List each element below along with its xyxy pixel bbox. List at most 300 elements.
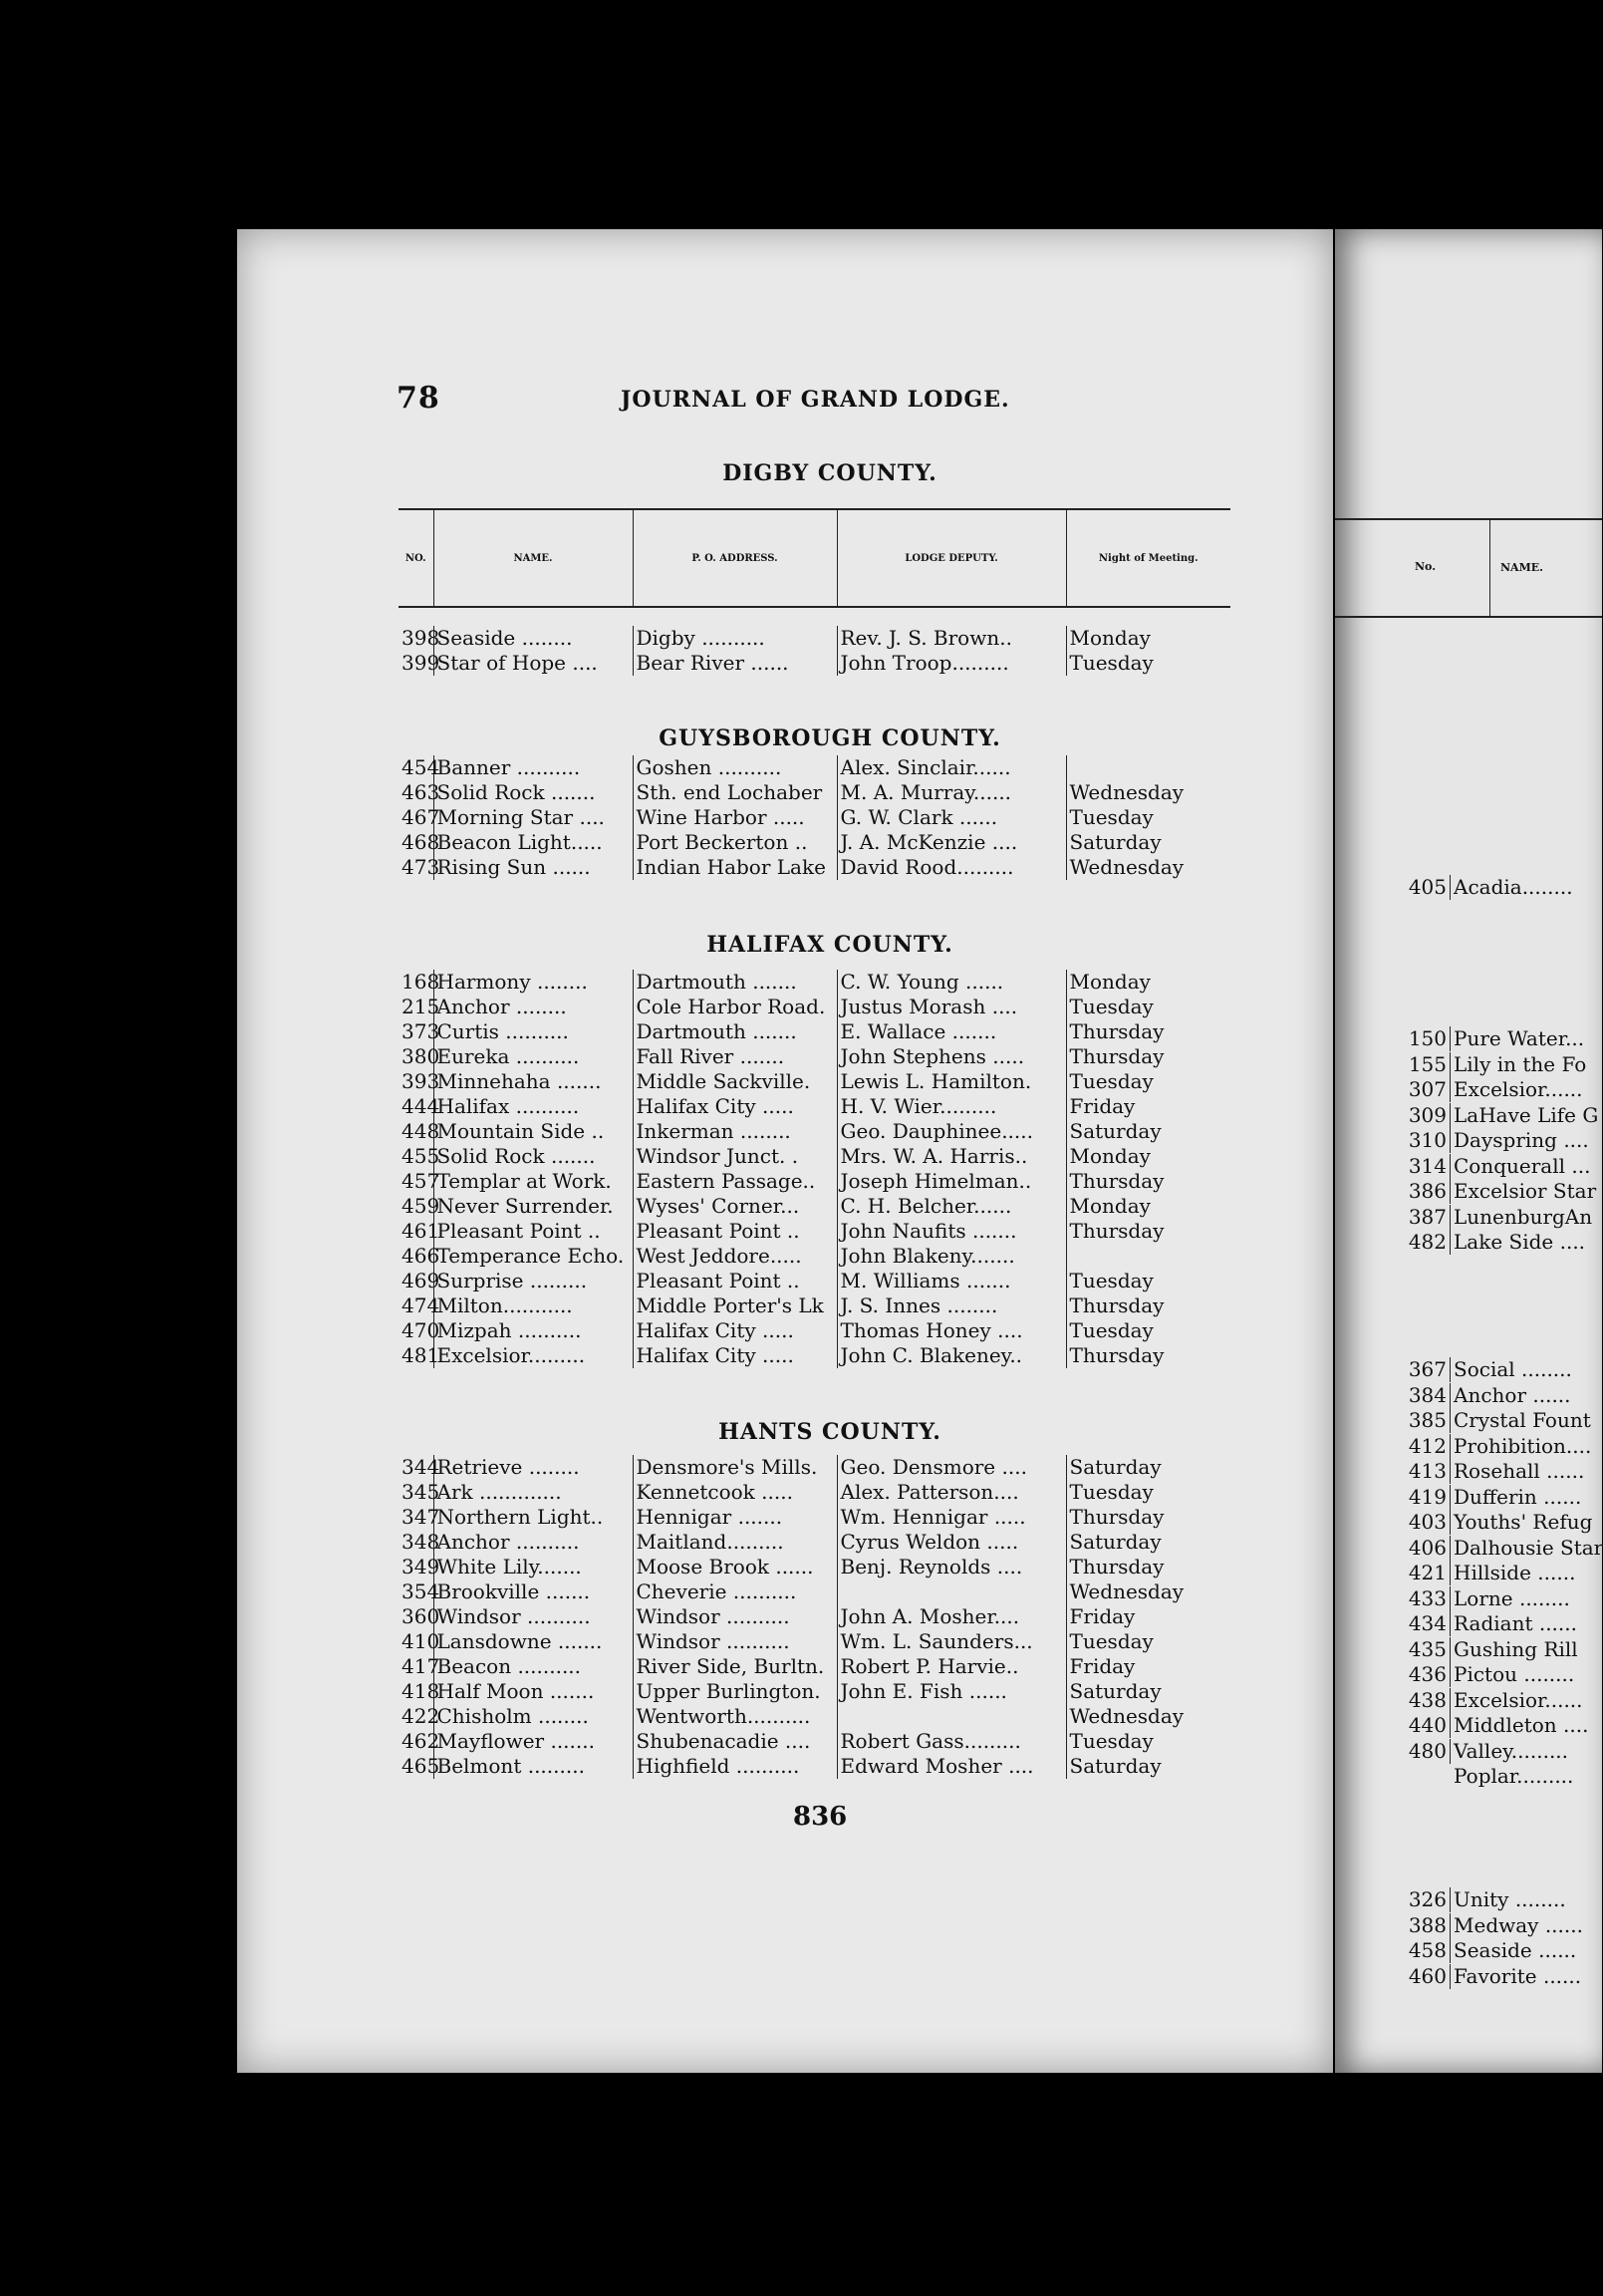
table-row — [399, 805, 1230, 830]
lodge-name: Milton........... — [433, 1293, 633, 1318]
lodge-number: 465 — [401, 1754, 440, 1778]
lodge-number: 455 — [401, 1144, 440, 1168]
lodge-deputy: J. S. Innes ........ — [837, 1293, 1066, 1318]
lodge-name: Ark ............. — [433, 1480, 633, 1505]
table-row — [399, 1169, 1230, 1194]
table-row — [399, 1530, 1230, 1555]
lodge-number: 460 — [1335, 1964, 1451, 1989]
lodge-number: 380 — [401, 1044, 440, 1068]
lodge-number: 349 — [401, 1555, 440, 1578]
table-row — [399, 1119, 1230, 1144]
lodge-number: 393 — [401, 1069, 440, 1093]
table-row — [399, 1269, 1230, 1293]
lodge-number: 436 — [1335, 1662, 1451, 1687]
lodge-deputy: Joseph Himelman.. — [837, 1169, 1066, 1194]
lodge-number: 387 — [1335, 1205, 1451, 1230]
left-page — [237, 229, 1333, 2073]
section-title-guysborough: GUYSBOROUGH COUNTY. — [659, 725, 1001, 751]
lodge-name: Valley......... — [1454, 1738, 1569, 1763]
lodge-name: Harmony ........ — [433, 970, 633, 995]
lodge-name: LunenburgAn — [1454, 1204, 1593, 1229]
lodge-name: Eureka .......... — [433, 1044, 633, 1069]
lodge-deputy — [837, 1704, 1066, 1729]
table-row — [399, 1579, 1230, 1604]
lodge-number: 463 — [401, 780, 440, 804]
right-list-item — [1335, 1434, 1591, 1459]
lodge-deputy: John Naufits ....... — [837, 1219, 1066, 1244]
table-row — [399, 1629, 1230, 1654]
po-address: Port Beckerton .. — [633, 830, 837, 855]
lodge-number: 468 — [401, 830, 440, 854]
table-row — [399, 1318, 1230, 1343]
right-list-item — [1335, 1913, 1583, 1938]
lodge-deputy: C. H. Belcher...... — [837, 1194, 1066, 1219]
po-address: Densmore's Mills. — [633, 1455, 837, 1480]
table-row — [399, 1044, 1230, 1069]
table-row — [399, 1704, 1230, 1729]
lodge-deputy: Alex. Sinclair...... — [837, 755, 1066, 780]
meeting-night: Wednesday — [1066, 1704, 1230, 1729]
po-address: Moose Brook ...... — [633, 1555, 837, 1579]
lodge-name: Lansdowne ....... — [433, 1629, 633, 1654]
po-address: Indian Habor Lake — [633, 855, 837, 880]
lodge-number: 448 — [401, 1119, 440, 1143]
lodge-name: Lake Side .... — [1454, 1230, 1586, 1254]
lodge-number: 470 — [401, 1318, 440, 1342]
lodge-name: Morning Star .... — [433, 805, 633, 830]
table-row — [399, 1654, 1230, 1679]
po-address: Wine Harbor ..... — [633, 805, 837, 830]
lodge-name: White Lily....... — [433, 1555, 633, 1579]
po-address: Windsor .......... — [633, 1604, 837, 1629]
right-list-item — [1335, 1713, 1588, 1738]
lodge-number: 481 — [401, 1343, 440, 1367]
lodge-deputy: Geo. Dauphinee..... — [837, 1119, 1066, 1144]
lodge-number: 386 — [1335, 1179, 1451, 1204]
lodge-name: Unity ........ — [1454, 1887, 1566, 1911]
po-address: Halifax City ..... — [633, 1094, 837, 1119]
table-body-halifax — [399, 970, 1230, 1368]
lodge-deputy: John Stephens ..... — [837, 1044, 1066, 1069]
meeting-night: Saturday — [1066, 1455, 1230, 1480]
lodge-number: 388 — [1335, 1913, 1451, 1938]
lodge-deputy: John E. Fish ...... — [837, 1679, 1066, 1704]
lodge-deputy: Cyrus Weldon ..... — [837, 1530, 1066, 1555]
running-title: JOURNAL OF GRAND LODGE. — [621, 387, 1010, 413]
po-address: Highfield .......... — [633, 1754, 837, 1779]
meeting-night — [1066, 755, 1230, 780]
table-row — [399, 1480, 1230, 1505]
lodge-number: 307 — [1335, 1077, 1451, 1102]
meeting-night: Saturday — [1066, 1530, 1230, 1555]
lodge-name: Conquerall ... — [1454, 1153, 1591, 1178]
lodge-number: 433 — [1335, 1586, 1451, 1611]
po-address: Wyses' Corner... — [633, 1194, 837, 1219]
right-list-item — [1335, 1154, 1590, 1179]
meeting-night: Monday — [1066, 1144, 1230, 1169]
lodge-number: 459 — [401, 1194, 440, 1218]
lodge-name: LaHave Life G — [1454, 1102, 1599, 1127]
lodge-number: 405 — [1335, 875, 1451, 900]
lodge-name: Rising Sun ...... — [433, 855, 633, 880]
po-address: Windsor .......... — [633, 1629, 837, 1654]
meeting-night: Thursday — [1066, 1505, 1230, 1530]
lodge-deputy: M. Williams ....... — [837, 1269, 1066, 1293]
right-list-item — [1335, 1230, 1585, 1255]
meeting-night — [1066, 1244, 1230, 1269]
lodge-number: 421 — [1335, 1561, 1451, 1585]
lodge-number: 309 — [1335, 1103, 1451, 1128]
right-list-item — [1335, 1510, 1592, 1535]
lodge-number: 384 — [1335, 1383, 1451, 1408]
po-address: Wentworth.......... — [633, 1704, 837, 1729]
po-address: River Side, Burltn. — [633, 1654, 837, 1679]
po-address: Middle Sackville. — [633, 1069, 837, 1094]
lodge-name: Chisholm ........ — [433, 1704, 633, 1729]
right-col-header-no: No. — [1415, 560, 1437, 573]
po-address: Middle Porter's Lk — [633, 1293, 837, 1318]
lodge-number: 458 — [1335, 1938, 1451, 1963]
meeting-night: Friday — [1066, 1654, 1230, 1679]
meeting-night: Wednesday — [1066, 1579, 1230, 1604]
lodge-number: 314 — [1335, 1154, 1451, 1179]
lodge-name: Brookville ....... — [433, 1579, 633, 1604]
table-row — [399, 995, 1230, 1019]
meeting-night: Thursday — [1066, 1019, 1230, 1044]
po-address: Hennigar ....... — [633, 1505, 837, 1530]
table-row — [399, 830, 1230, 855]
lodge-number: 367 — [1335, 1357, 1451, 1382]
lodge-number: 480 — [1335, 1739, 1451, 1764]
lodge-deputy: E. Wallace ....... — [837, 1019, 1066, 1044]
right-list-item — [1335, 1764, 1573, 1789]
lodge-name: Half Moon ....... — [433, 1679, 633, 1704]
meeting-night: Thursday — [1066, 1219, 1230, 1244]
table-row — [399, 1019, 1230, 1044]
lodge-number: 435 — [1335, 1637, 1451, 1662]
lodge-name: Favorite ...... — [1454, 1963, 1582, 1988]
right-list-item — [1335, 1205, 1592, 1230]
lodge-name: Beacon .......... — [433, 1654, 633, 1679]
meeting-night: Thursday — [1066, 1343, 1230, 1368]
lodge-name: Solid Rock ....... — [433, 1144, 633, 1169]
right-list-item — [1335, 1662, 1574, 1687]
table-row — [399, 1293, 1230, 1318]
po-address: Pleasant Point .. — [633, 1269, 837, 1293]
po-address: Maitland......... — [633, 1530, 837, 1555]
lodge-name: Mizpah .......... — [433, 1318, 633, 1343]
lodge-deputy: J. A. McKenzie .... — [837, 830, 1066, 855]
lodge-name: Anchor ...... — [1454, 1382, 1571, 1407]
po-address: Pleasant Point .. — [633, 1219, 837, 1244]
table-body-guysborough — [399, 755, 1230, 880]
lodge-name: Northern Light.. — [433, 1505, 633, 1530]
meeting-night: Thursday — [1066, 1555, 1230, 1579]
section-title-halifax: HALIFAX COUNTY. — [706, 932, 953, 958]
po-address: West Jeddore..... — [633, 1244, 837, 1269]
lodge-name: Halifax .......... — [433, 1094, 633, 1119]
right-list-item — [1335, 1586, 1570, 1611]
lodge-number: 422 — [401, 1704, 440, 1728]
lodge-number: 417 — [401, 1654, 440, 1678]
lodge-name: Mayflower ....... — [433, 1729, 633, 1754]
right-list-item — [1335, 1536, 1603, 1561]
table-row — [399, 1729, 1230, 1754]
right-col-header-name: NAME. — [1489, 520, 1543, 616]
right-list-item — [1335, 1688, 1583, 1713]
table-row — [399, 1604, 1230, 1629]
lodge-number: 406 — [1335, 1536, 1451, 1561]
lodge-number: 168 — [401, 970, 440, 994]
col-header-night: Night of Meeting. — [1066, 509, 1230, 607]
table-row — [399, 755, 1230, 780]
meeting-night: Thursday — [1066, 1044, 1230, 1069]
po-address: Kennetcook ..... — [633, 1480, 837, 1505]
table-row — [399, 1455, 1230, 1480]
meeting-night: Thursday — [1066, 1293, 1230, 1318]
table-body-hants — [399, 1455, 1230, 1779]
lodge-name: Middleton .... — [1454, 1713, 1589, 1737]
lodge-number: 348 — [401, 1530, 440, 1554]
lodge-deputy: Wm. L. Saunders... — [837, 1629, 1066, 1654]
lodge-name: Crystal Fount — [1454, 1408, 1591, 1432]
lodge-number: 150 — [1335, 1026, 1451, 1051]
po-address: Goshen .......... — [633, 755, 837, 780]
lodge-number: 360 — [401, 1604, 440, 1628]
lodge-deputy: Justus Morash .... — [837, 995, 1066, 1019]
meeting-night: Monday — [1066, 626, 1230, 651]
meeting-night: Monday — [1066, 970, 1230, 995]
lodge-name: Dalhousie Star — [1454, 1535, 1603, 1560]
lodge-deputy: Lewis L. Hamilton. — [837, 1069, 1066, 1094]
meeting-night: Tuesday — [1066, 995, 1230, 1019]
lodge-deputy: M. A. Murray...... — [837, 780, 1066, 805]
lodge-deputy: G. W. Clark ...... — [837, 805, 1066, 830]
lodge-name: Banner .......... — [433, 755, 633, 780]
lodge-name: Never Surrender. — [433, 1194, 633, 1219]
lodge-name: Star of Hope .... — [433, 651, 633, 676]
right-list-item — [1335, 1964, 1581, 1989]
lodge-name: Belmont ......... — [433, 1754, 633, 1779]
right-list-item — [1335, 1611, 1577, 1636]
lodge-name: Solid Rock ....... — [433, 780, 633, 805]
table-row — [399, 651, 1230, 676]
lodge-number: 403 — [1335, 1510, 1451, 1535]
po-address: Digby .......... — [633, 626, 837, 651]
table-header — [399, 509, 1230, 607]
meeting-night: Wednesday — [1066, 855, 1230, 880]
lodge-name: Pleasant Point .. — [433, 1219, 633, 1244]
table-row — [399, 1194, 1230, 1219]
lodge-name: Excelsior...... — [1454, 1077, 1583, 1101]
lodge-deputy: Benj. Reynolds .... — [837, 1555, 1066, 1579]
meeting-night: Saturday — [1066, 1679, 1230, 1704]
col-header-address: P. O. ADDRESS. — [633, 509, 837, 607]
lodge-number: 457 — [401, 1169, 440, 1193]
po-address: Upper Burlington. — [633, 1679, 837, 1704]
lodge-name: Temperance Echo. — [433, 1244, 633, 1269]
lodge-number: 467 — [401, 805, 440, 829]
lodge-deputy: John C. Blakeney.. — [837, 1343, 1066, 1368]
right-list-item — [1335, 1179, 1596, 1204]
lodge-name: Beacon Light..... — [433, 830, 633, 855]
lodge-deputy: Rev. J. S. Brown.. — [837, 626, 1066, 651]
lodge-number: 412 — [1335, 1434, 1451, 1459]
lodge-name: Anchor ........ — [433, 995, 633, 1019]
lodge-number: 469 — [401, 1269, 440, 1292]
table-row — [399, 855, 1230, 880]
lodge-deputy — [837, 1579, 1066, 1604]
right-list-item — [1335, 1485, 1581, 1510]
lodge-name: Pictou ........ — [1454, 1662, 1575, 1686]
lodge-name: Excelsior Star — [1454, 1179, 1597, 1203]
col-header-name: NAME. — [433, 509, 633, 607]
lodge-name: Dayspring .... — [1454, 1128, 1589, 1152]
po-address: Bear River ...... — [633, 651, 837, 676]
lodge-name: Acadia........ — [1454, 875, 1573, 899]
lodge-deputy: C. W. Young ...... — [837, 970, 1066, 995]
lodge-deputy: John Blakeny....... — [837, 1244, 1066, 1269]
meeting-night: Monday — [1066, 1194, 1230, 1219]
lodge-deputy: John Troop......... — [837, 651, 1066, 676]
lodge-name: Surprise ......... — [433, 1269, 633, 1293]
po-address: Dartmouth ....... — [633, 1019, 837, 1044]
meeting-night: Thursday — [1066, 1169, 1230, 1194]
lodge-name: Social ........ — [1454, 1357, 1572, 1381]
lodge-deputy: Robert Gass......... — [837, 1729, 1066, 1754]
right-list-item — [1335, 1637, 1578, 1662]
lodge-number: 461 — [401, 1219, 440, 1243]
lodge-number: 440 — [1335, 1713, 1451, 1738]
lodge-name: Lorne ........ — [1454, 1585, 1570, 1610]
lodge-number: 310 — [1335, 1128, 1451, 1153]
right-list-item — [1335, 1938, 1576, 1963]
lodge-deputy: David Rood......... — [837, 855, 1066, 880]
table-row — [399, 1144, 1230, 1169]
right-list-item — [1335, 1026, 1584, 1051]
lodge-number: 466 — [401, 1244, 440, 1268]
lodge-name: Excelsior...... — [1454, 1687, 1583, 1712]
lodge-name: Anchor .......... — [433, 1530, 633, 1555]
po-address: Halifax City ..... — [633, 1318, 837, 1343]
po-address: Inkerman ........ — [633, 1119, 837, 1144]
lodge-number: 482 — [1335, 1230, 1451, 1255]
lodge-name: Excelsior......... — [433, 1343, 633, 1368]
right-list-item — [1335, 1077, 1583, 1102]
col-header-no: NO. — [404, 552, 426, 564]
right-list-item — [1335, 1103, 1598, 1128]
lodge-name: Mountain Side .. — [433, 1119, 633, 1144]
po-address: Sth. end Lochaber — [633, 780, 837, 805]
right-table-header — [1335, 518, 1602, 618]
po-address: Windsor Junct. . — [633, 1144, 837, 1169]
folio-number: 836 — [793, 1802, 848, 1832]
meeting-night: Tuesday — [1066, 1269, 1230, 1293]
lodge-number: 345 — [401, 1480, 440, 1504]
right-list-item — [1335, 1561, 1575, 1585]
lodge-number: 398 — [401, 626, 440, 650]
lodge-deputy: Geo. Densmore .... — [837, 1455, 1066, 1480]
lodge-deputy: Mrs. W. A. Harris.. — [837, 1144, 1066, 1169]
lodge-name: Prohibition.... — [1454, 1433, 1592, 1458]
lodge-name: Seaside ........ — [433, 626, 633, 651]
lodge-name: Medway ...... — [1454, 1912, 1583, 1937]
meeting-night: Saturday — [1066, 1754, 1230, 1779]
lodge-number: 385 — [1335, 1408, 1451, 1433]
lodge-name: Dufferin ...... — [1454, 1484, 1582, 1509]
table-row — [399, 1094, 1230, 1119]
lodge-number: 326 — [1335, 1887, 1451, 1912]
meeting-night: Wednesday — [1066, 780, 1230, 805]
meeting-night: Tuesday — [1066, 1629, 1230, 1654]
right-list-item — [1335, 1739, 1568, 1764]
lodge-number: 344 — [401, 1455, 440, 1479]
table-row — [399, 1343, 1230, 1368]
lodge-deputy: Thomas Honey .... — [837, 1318, 1066, 1343]
meeting-night: Tuesday — [1066, 1729, 1230, 1754]
lodge-number: 155 — [1335, 1052, 1451, 1077]
lodge-number: 354 — [401, 1579, 440, 1603]
right-list-item — [1335, 1052, 1586, 1077]
lodge-name: Gushing Rill — [1454, 1636, 1578, 1661]
page-number: 78 — [397, 381, 440, 416]
lodge-table — [399, 508, 1230, 676]
po-address: Fall River ....... — [633, 1044, 837, 1069]
col-header-deputy: LODGE DEPUTY. — [837, 509, 1066, 607]
meeting-night: Tuesday — [1066, 1480, 1230, 1505]
lodge-number: 419 — [1335, 1485, 1451, 1510]
right-page — [1335, 229, 1602, 2073]
lodge-number: 373 — [401, 1019, 440, 1043]
lodge-name: Radiant ...... — [1454, 1611, 1577, 1635]
table-row — [399, 1244, 1230, 1269]
lodge-name: Windsor .......... — [433, 1604, 633, 1629]
po-address: Shubenacadie .... — [633, 1729, 837, 1754]
po-address: Cole Harbor Road. — [633, 995, 837, 1019]
right-list-item — [1335, 1459, 1584, 1484]
right-list-item — [1335, 875, 1573, 900]
lodge-number: 438 — [1335, 1688, 1451, 1713]
lodge-number: 434 — [1335, 1611, 1451, 1636]
lodge-number: 444 — [401, 1094, 440, 1118]
meeting-night: Friday — [1066, 1094, 1230, 1119]
meeting-night: Saturday — [1066, 1119, 1230, 1144]
table-row — [399, 1219, 1230, 1244]
lodge-name: Youths' Refug — [1454, 1510, 1593, 1534]
lodge-number: 454 — [401, 755, 440, 779]
po-address: Eastern Passage.. — [633, 1169, 837, 1194]
lodge-number: 473 — [401, 855, 440, 879]
lodge-name: Curtis .......... — [433, 1019, 633, 1044]
right-list-item — [1335, 1887, 1566, 1912]
lodge-number: 462 — [401, 1729, 440, 1753]
lodge-name: Minnehaha ....... — [433, 1069, 633, 1094]
table-row — [399, 970, 1230, 995]
meeting-night: Tuesday — [1066, 651, 1230, 676]
meeting-night: Friday — [1066, 1604, 1230, 1629]
lodge-name: Lily in the Fo — [1454, 1051, 1587, 1076]
lodge-number: 418 — [401, 1679, 440, 1703]
lodge-deputy: Edward Mosher .... — [837, 1754, 1066, 1779]
right-list-item — [1335, 1408, 1591, 1433]
table-row — [399, 1555, 1230, 1579]
lodge-name: Templar at Work. — [433, 1169, 633, 1194]
lodge-name: Rosehall ...... — [1454, 1459, 1585, 1483]
right-list-item — [1335, 1383, 1571, 1408]
po-address: Dartmouth ....... — [633, 970, 837, 995]
lodge-name: Retrieve ........ — [433, 1455, 633, 1480]
lodge-number: 410 — [401, 1629, 440, 1653]
